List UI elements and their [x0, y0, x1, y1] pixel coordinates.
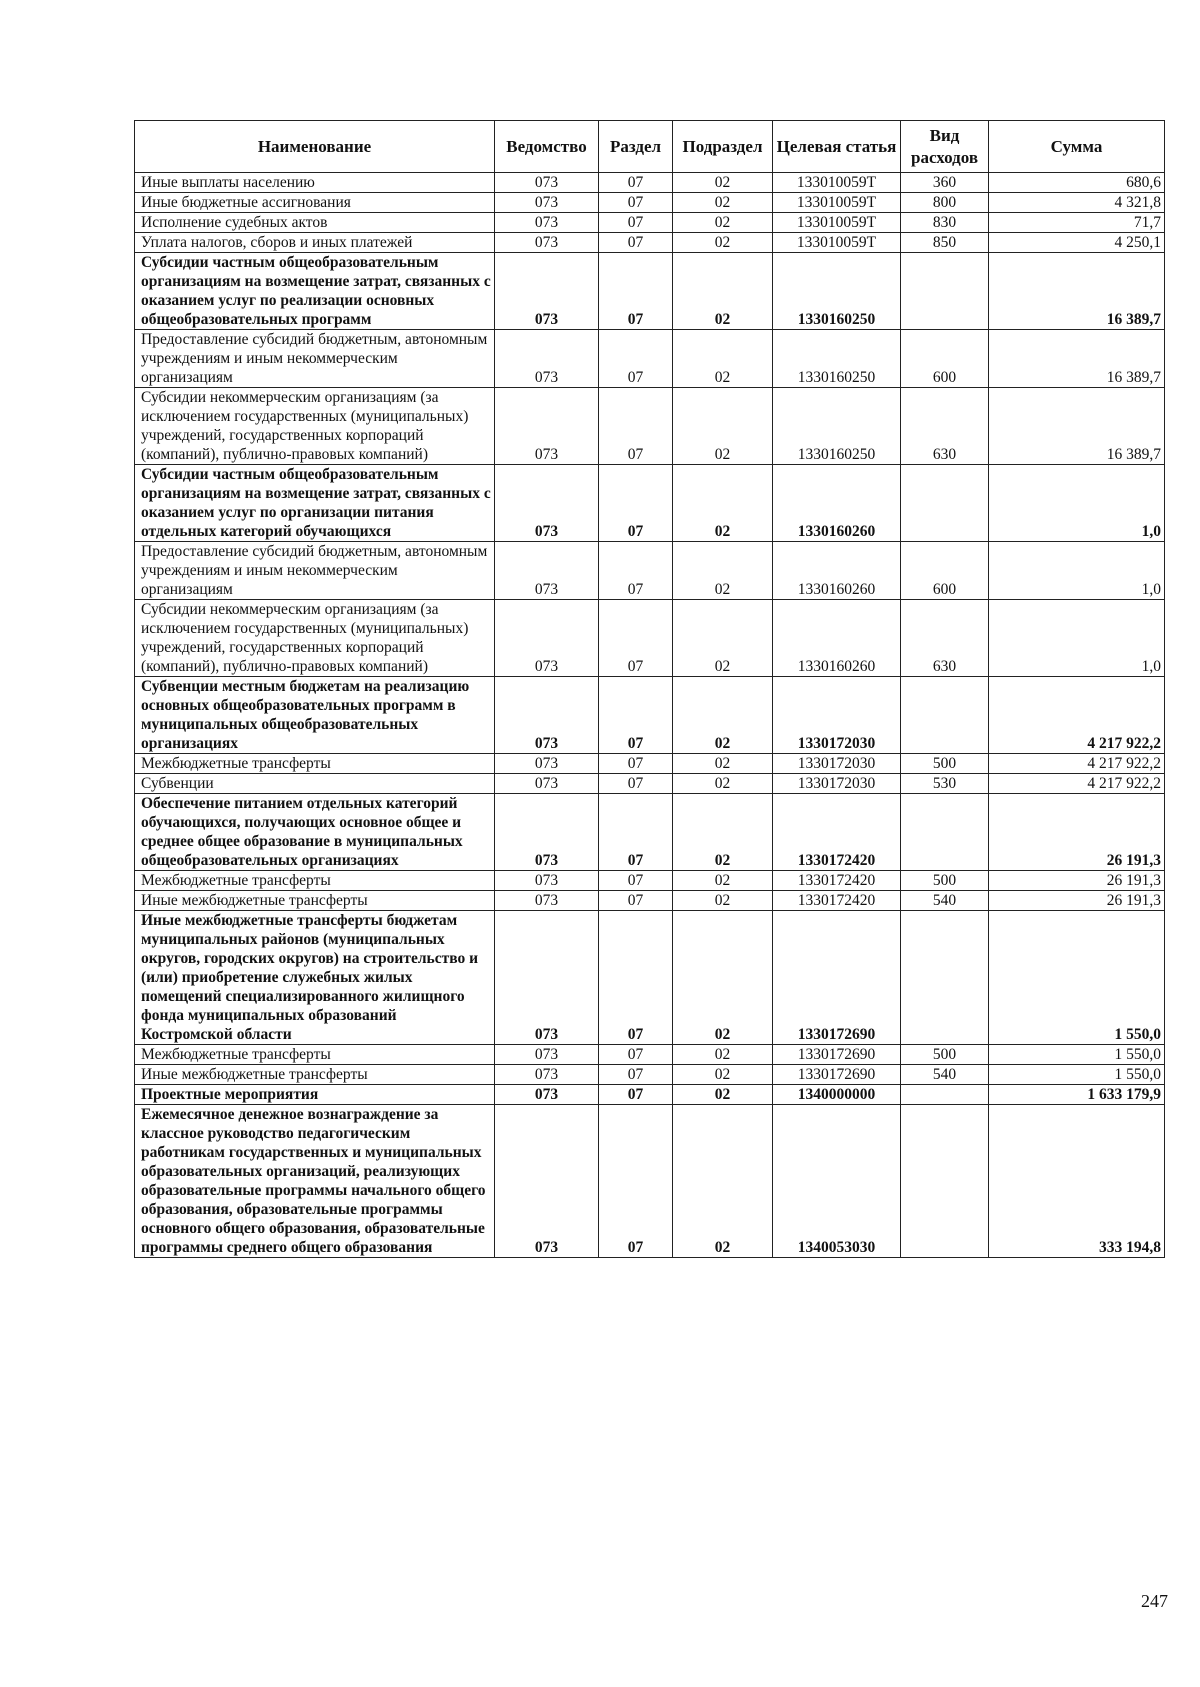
- cell-expense-type: 500: [901, 754, 989, 774]
- cell-section: 07: [599, 542, 673, 600]
- cell-target-article: 1330160250: [773, 388, 901, 465]
- table-row: [135, 794, 1165, 871]
- cell-target-article: 133010059Т: [773, 193, 901, 213]
- cell-section: 07: [599, 1105, 673, 1258]
- cell-department: 073: [495, 193, 599, 213]
- cell-expense-type: 600: [901, 542, 989, 600]
- cell-subsection: 02: [673, 173, 773, 193]
- cell-department: 073: [495, 1045, 599, 1065]
- cell-subsection: 02: [673, 542, 773, 600]
- cell-department: 073: [495, 1065, 599, 1085]
- header-expense-type: Вид расходов: [901, 121, 989, 173]
- cell-amount: 1 550,0: [989, 1065, 1165, 1085]
- table-row: [135, 193, 1165, 213]
- header-amount: Сумма: [989, 121, 1165, 173]
- cell-section: 07: [599, 388, 673, 465]
- cell-amount: 26 191,3: [989, 794, 1165, 871]
- table-row: [135, 600, 1165, 677]
- cell-amount: 4 217 922,2: [989, 677, 1165, 754]
- header-target-article: Целевая статья: [773, 121, 901, 173]
- cell-section: 07: [599, 1045, 673, 1065]
- budget-table: [134, 120, 1165, 1258]
- cell-department: 073: [495, 542, 599, 600]
- cell-target-article: 133010059Т: [773, 173, 901, 193]
- table-row: [135, 233, 1165, 253]
- cell-subsection: 02: [673, 871, 773, 891]
- cell-subsection: 02: [673, 600, 773, 677]
- cell-department: 073: [495, 213, 599, 233]
- cell-department: 073: [495, 173, 599, 193]
- cell-section: 07: [599, 911, 673, 1045]
- cell-amount: 4 217 922,2: [989, 774, 1165, 794]
- cell-department: 073: [495, 388, 599, 465]
- cell-expense-type: 830: [901, 213, 989, 233]
- cell-target-article: 1330172420: [773, 794, 901, 871]
- cell-subsection: 02: [673, 794, 773, 871]
- cell-name: Исполнение судебных актов: [135, 213, 495, 233]
- cell-department: 073: [495, 330, 599, 388]
- table-row: [135, 1105, 1165, 1258]
- cell-department: 073: [495, 871, 599, 891]
- cell-target-article: 1330172690: [773, 1045, 901, 1065]
- cell-name: Иные межбюджетные трансферты: [135, 1065, 495, 1085]
- cell-target-article: 133010059Т: [773, 233, 901, 253]
- cell-target-article: 1340053030: [773, 1105, 901, 1258]
- cell-target-article: 1330172030: [773, 754, 901, 774]
- cell-subsection: 02: [673, 388, 773, 465]
- cell-amount: 16 389,7: [989, 253, 1165, 330]
- cell-department: 073: [495, 911, 599, 1045]
- header-subsection: Подраздел: [673, 121, 773, 173]
- cell-target-article: 1330160250: [773, 330, 901, 388]
- header-name: Наименование: [135, 121, 495, 173]
- cell-section: 07: [599, 754, 673, 774]
- cell-section: 07: [599, 233, 673, 253]
- cell-expense-type: [901, 253, 989, 330]
- table-row: [135, 891, 1165, 911]
- cell-amount: 16 389,7: [989, 330, 1165, 388]
- cell-name: Обеспечение питанием отдельных категорий обучающихся, получающих основное общее и среднее общее образование в муниципальных общеобразовательных организациях: [135, 794, 495, 871]
- cell-subsection: 02: [673, 1065, 773, 1085]
- cell-name: Уплата налогов, сборов и иных платежей: [135, 233, 495, 253]
- cell-target-article: 1330172690: [773, 1065, 901, 1085]
- table-row: [135, 1085, 1165, 1105]
- cell-expense-type: [901, 794, 989, 871]
- cell-section: 07: [599, 677, 673, 754]
- cell-amount: 1 550,0: [989, 1045, 1165, 1065]
- cell-amount: 26 191,3: [989, 871, 1165, 891]
- cell-expense-type: [901, 1085, 989, 1105]
- cell-expense-type: 800: [901, 193, 989, 213]
- cell-subsection: 02: [673, 774, 773, 794]
- cell-subsection: 02: [673, 330, 773, 388]
- cell-department: 073: [495, 677, 599, 754]
- cell-amount: 4 321,8: [989, 193, 1165, 213]
- cell-subsection: 02: [673, 213, 773, 233]
- cell-amount: 1 550,0: [989, 911, 1165, 1045]
- table-row: [135, 871, 1165, 891]
- cell-subsection: 02: [673, 1045, 773, 1065]
- cell-amount: 16 389,7: [989, 388, 1165, 465]
- table-row: [135, 173, 1165, 193]
- cell-name: Ежемесячное денежное вознаграждение за классное руководство педагогическим работникам государственных и муниципальных образовательных организаций, реализующих образовательные программы начального общего образования, образовательные программы основного общего образования, образовательные программы среднего общего образования: [135, 1105, 495, 1258]
- cell-department: 073: [495, 253, 599, 330]
- cell-target-article: 1330172690: [773, 911, 901, 1045]
- cell-subsection: 02: [673, 465, 773, 542]
- cell-section: 07: [599, 794, 673, 871]
- cell-name: Субвенции местным бюджетам на реализацию основных общеобразовательных программ в муниципальных общеобразовательных организациях: [135, 677, 495, 754]
- cell-department: 073: [495, 233, 599, 253]
- cell-name: Иные бюджетные ассигнования: [135, 193, 495, 213]
- cell-name: Предоставление субсидий бюджетным, автономным учреждениям и иным некоммерческим организациям: [135, 542, 495, 600]
- cell-name: Межбюджетные трансферты: [135, 1045, 495, 1065]
- cell-expense-type: 500: [901, 871, 989, 891]
- cell-subsection: 02: [673, 1105, 773, 1258]
- cell-amount: 680,6: [989, 173, 1165, 193]
- cell-department: 073: [495, 754, 599, 774]
- cell-name: Иные выплаты населению: [135, 173, 495, 193]
- cell-expense-type: 600: [901, 330, 989, 388]
- cell-name: Субсидии некоммерческим организациям (за исключением государственных (муниципальных) учреждений, государственных корпораций (компаний), публично-правовых компаний): [135, 600, 495, 677]
- cell-name: Иные межбюджетные трансферты бюджетам муниципальных районов (муниципальных округов, городских округов) на строительство и (или) приобретение служебных жилых помещений специализированного жилищного фонда муниципальных образований Костромской области: [135, 911, 495, 1045]
- cell-target-article: 1330172030: [773, 774, 901, 794]
- cell-section: 07: [599, 330, 673, 388]
- table-row: [135, 465, 1165, 542]
- cell-amount: 4 217 922,2: [989, 754, 1165, 774]
- page-number: 247: [1141, 1591, 1168, 1611]
- cell-target-article: 1330160260: [773, 465, 901, 542]
- cell-target-article: 1330172420: [773, 891, 901, 911]
- budget-table-container: [134, 120, 1164, 1258]
- cell-expense-type: [901, 465, 989, 542]
- cell-subsection: 02: [673, 891, 773, 911]
- cell-section: 07: [599, 213, 673, 233]
- cell-expense-type: 500: [901, 1045, 989, 1065]
- table-row: [135, 542, 1165, 600]
- cell-section: 07: [599, 891, 673, 911]
- cell-name: Субсидии некоммерческим организациям (за исключением государственных (муниципальных) учреждений, государственных корпораций (компаний), публично-правовых компаний): [135, 388, 495, 465]
- cell-subsection: 02: [673, 1085, 773, 1105]
- cell-section: 07: [599, 600, 673, 677]
- cell-amount: 26 191,3: [989, 891, 1165, 911]
- cell-section: 07: [599, 173, 673, 193]
- cell-department: 073: [495, 600, 599, 677]
- cell-expense-type: [901, 677, 989, 754]
- table-row: [135, 1065, 1165, 1085]
- cell-amount: 1,0: [989, 600, 1165, 677]
- cell-expense-type: [901, 1105, 989, 1258]
- table-row: [135, 774, 1165, 794]
- cell-expense-type: 360: [901, 173, 989, 193]
- cell-amount: 1 633 179,9: [989, 1085, 1165, 1105]
- cell-department: 073: [495, 891, 599, 911]
- table-row: [135, 213, 1165, 233]
- header-department: Ведомство: [495, 121, 599, 173]
- cell-department: 073: [495, 1105, 599, 1258]
- cell-amount: 333 194,8: [989, 1105, 1165, 1258]
- table-body: [135, 173, 1165, 1258]
- table-header-row: [135, 121, 1165, 173]
- cell-section: 07: [599, 193, 673, 213]
- table-row: [135, 911, 1165, 1045]
- cell-section: 07: [599, 253, 673, 330]
- cell-amount: 71,7: [989, 213, 1165, 233]
- cell-subsection: 02: [673, 233, 773, 253]
- cell-expense-type: 530: [901, 774, 989, 794]
- cell-amount: 1,0: [989, 465, 1165, 542]
- cell-subsection: 02: [673, 911, 773, 1045]
- cell-expense-type: 540: [901, 891, 989, 911]
- cell-target-article: 1330160250: [773, 253, 901, 330]
- cell-section: 07: [599, 871, 673, 891]
- table-row: [135, 1045, 1165, 1065]
- cell-expense-type: [901, 911, 989, 1045]
- cell-section: 07: [599, 1085, 673, 1105]
- table-row: [135, 388, 1165, 465]
- cell-target-article: 1330172030: [773, 677, 901, 754]
- cell-target-article: 1330160260: [773, 542, 901, 600]
- cell-expense-type: 540: [901, 1065, 989, 1085]
- cell-expense-type: 850: [901, 233, 989, 253]
- cell-name: Субвенции: [135, 774, 495, 794]
- header-section: Раздел: [599, 121, 673, 173]
- cell-name: Предоставление субсидий бюджетным, автономным учреждениям и иным некоммерческим организациям: [135, 330, 495, 388]
- cell-target-article: 1340000000: [773, 1085, 901, 1105]
- table-row: [135, 253, 1165, 330]
- cell-target-article: 1330172420: [773, 871, 901, 891]
- cell-section: 07: [599, 465, 673, 542]
- cell-target-article: 1330160260: [773, 600, 901, 677]
- cell-name: Субсидии частным общеобразовательным организациям на возмещение затрат, связанных с оказанием услуг по организации питания отдельных категорий обучающихся: [135, 465, 495, 542]
- cell-name: Межбюджетные трансферты: [135, 871, 495, 891]
- cell-amount: 4 250,1: [989, 233, 1165, 253]
- cell-section: 07: [599, 1065, 673, 1085]
- cell-subsection: 02: [673, 677, 773, 754]
- cell-name: Проектные мероприятия: [135, 1085, 495, 1105]
- cell-name: Иные межбюджетные трансферты: [135, 891, 495, 911]
- cell-name: Субсидии частным общеобразовательным организациям на возмещение затрат, связанных с оказанием услуг по реализации основных общеобразовательных программ: [135, 253, 495, 330]
- table-row: [135, 754, 1165, 774]
- cell-department: 073: [495, 794, 599, 871]
- cell-subsection: 02: [673, 193, 773, 213]
- cell-section: 07: [599, 774, 673, 794]
- cell-department: 073: [495, 1085, 599, 1105]
- cell-target-article: 133010059Т: [773, 213, 901, 233]
- cell-department: 073: [495, 465, 599, 542]
- table-row: [135, 677, 1165, 754]
- cell-amount: 1,0: [989, 542, 1165, 600]
- cell-expense-type: 630: [901, 600, 989, 677]
- cell-subsection: 02: [673, 253, 773, 330]
- cell-expense-type: 630: [901, 388, 989, 465]
- cell-subsection: 02: [673, 754, 773, 774]
- cell-name: Межбюджетные трансферты: [135, 754, 495, 774]
- cell-department: 073: [495, 774, 599, 794]
- table-row: [135, 330, 1165, 388]
